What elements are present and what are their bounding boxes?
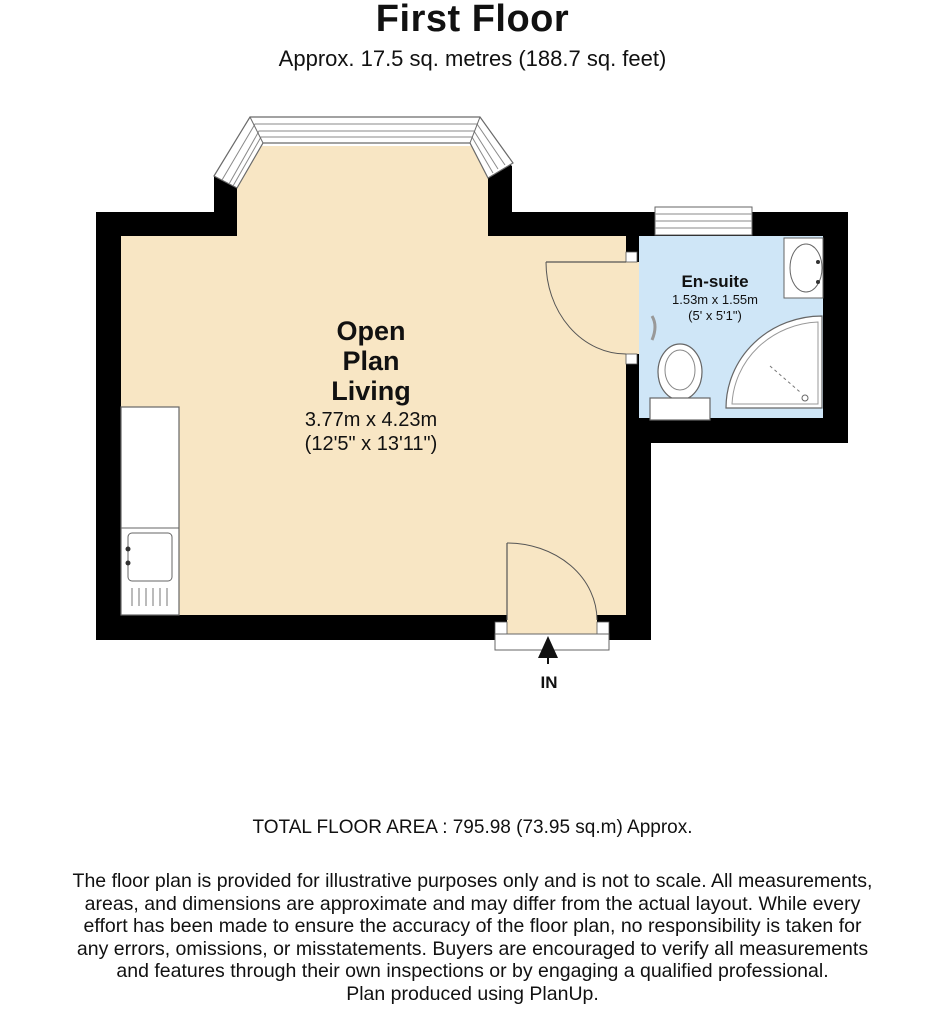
disclaimer-line: areas, and dimensions are approximate and may differ from the actual layout. While every [84, 892, 861, 915]
living-room-name-line-3: Living [331, 376, 411, 406]
disclaimer-line: and features through their own inspections or by engaging a qualified professional. [116, 960, 829, 983]
disclaimer-line: any errors, omissions, or misstatements. Buyers are encouraged to verify all measurements [76, 937, 869, 960]
kitchen-sink [128, 533, 172, 581]
floor-area-subtitle: Approx. 17.5 sq. metres (188.7 sq. feet) [278, 46, 667, 71]
ensuite-name: En-suite [681, 272, 749, 291]
living-room-name-line-2: Plan [342, 346, 400, 376]
living-room-dims-imperial: (12'5" x 13'11") [304, 433, 438, 455]
ensuite-doorway [626, 262, 639, 354]
entrance-label: IN [540, 673, 558, 692]
ensuite-dims-imperial: (5' x 5'1") [688, 308, 742, 323]
living-room-name-line-1: Open [336, 316, 406, 346]
disclaimer-line: Plan produced using PlanUp. [346, 982, 599, 1005]
page-title: First Floor [375, 0, 570, 40]
total-floor-area: TOTAL FLOOR AREA : 795.98 (73.95 sq.m) Approx. [252, 817, 693, 838]
disclaimer-line: The floor plan is provided for illustrative purposes only and is not to scale. All measurements, [72, 870, 873, 892]
ensuite-dims-metric: 1.53m x 1.55m [672, 292, 758, 307]
disclaimer-line: effort has been made to ensure the accuracy of the floor plan, no responsibility is taken for [83, 915, 862, 938]
ensuite-window [655, 207, 752, 235]
ensuite-basin [784, 238, 823, 298]
disclaimer [0, 870, 945, 1006]
kitchen-worktop [121, 407, 179, 615]
living-room-dims-metric: 3.77m x 4.23m [304, 409, 438, 431]
